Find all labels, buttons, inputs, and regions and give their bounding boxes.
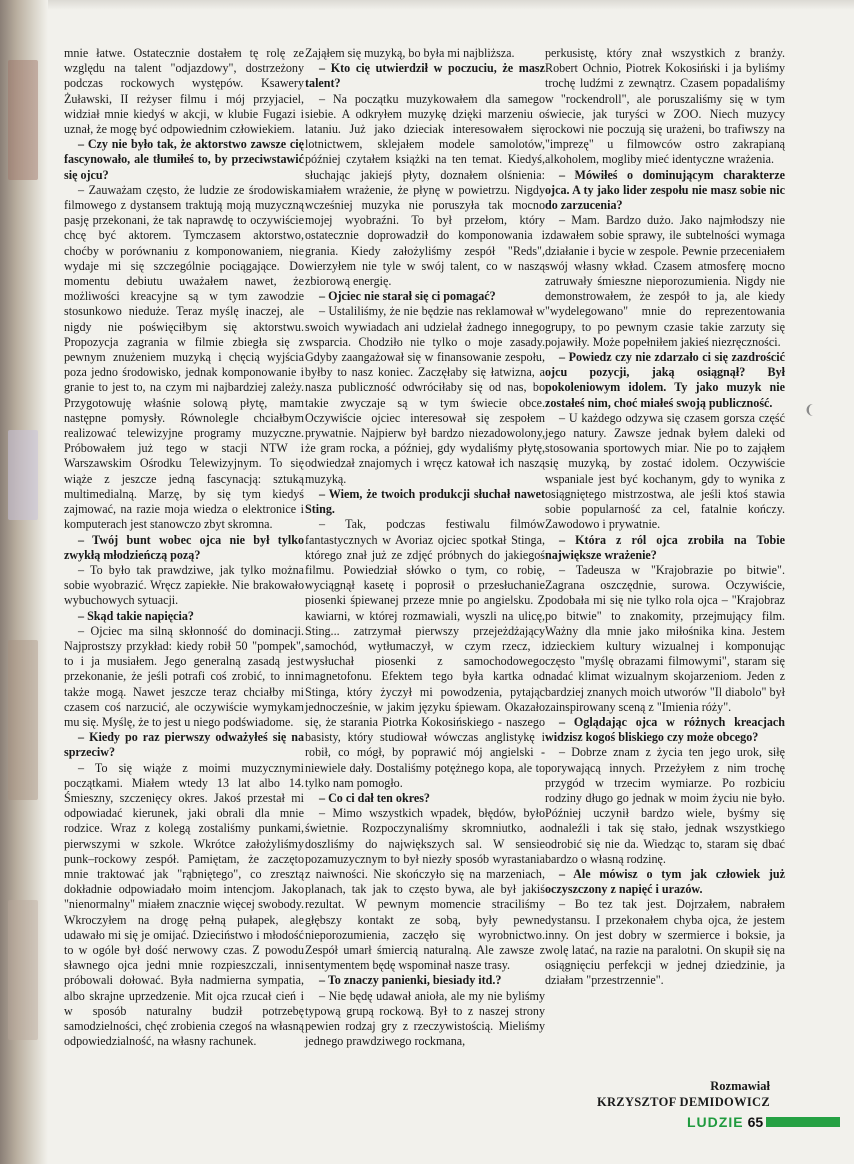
interview-question: – Twój bunt wobec ojca nie był tylko zwykłą młodzieńczą pozą? bbox=[64, 532, 304, 562]
interview-question: – Skąd takie napięcia? bbox=[78, 608, 194, 623]
interview-question: – Wiem, że twoich produkcji słuchał nawet Sting. bbox=[305, 486, 545, 517]
interview-question: – Oglądając ojca w różnych kreacjach widzisz kogoś bliskiego czy może obcego? bbox=[545, 714, 785, 745]
credit-author: KRZYSZTOF DEMIDOWICZ bbox=[596, 1095, 770, 1109]
interview-answer: – U każdego odzywa się czasem gorsza część jego natury. Zawsze jednak byłem daleki od stosowania sportowych miar. Nie po to zająłem się muzyką, by zostać idolem. Oczywiście wspaniale jest być kochanym, gdy to wynika z osiągniętego mistrzostwa, ale jeśli ktoś stawia sobie popularność za cel, fatalnie kończy. Zawodowo i prywatnie. bbox=[545, 410, 785, 532]
interview-question: – Czy nie było tak, że aktorstwo zawsze cię fascynowało, ale tłumiłeś to, by przeciwstawić się ojcu? bbox=[64, 137, 304, 182]
interview-answer: Zająłem się muzyką, bo była mi najbliższa. bbox=[305, 46, 515, 60]
spine-mark bbox=[8, 640, 38, 800]
scan-speck: ❨ bbox=[804, 402, 815, 417]
interview-question: – Co ci dał ten okres? bbox=[319, 790, 430, 805]
interview-question: – Kto cię utwierdził w poczuciu, że masz talent? bbox=[305, 61, 545, 91]
interview-answer: – Nie będę udawał anioła, ale my nie byliśmy typową grupą rockową. Był to z naszej strony pewien rodzaj gry z rzeczywistością. Mieliśmy jednego prawdziwego rockmana, bbox=[305, 988, 545, 1049]
interview-question: – Ale mówisz o tym jak człowiek już oczyszczony z napięć i urazów. bbox=[545, 866, 785, 897]
interview-answer: – Tak, podczas festiwalu filmów fantastycznych w Avoriaz ojciec spotkał Stinga, którego znał już ze zdjęć próbnych do jakiegoś filmu. Powiedział słówko o tym, co robię, wyciągnął kasetę i poprosił o przesłuchanie piosenki śpiewanej przeze mnie po angielsku. Z kawiarni, w której rozmawiali, wyszli na ulicę, Sting... zatrzymał pierwszy przejeżdżający samochód, wytłumaczył, w czym rzecz, i wysłuchał piosenki z samochodowego magnetofonu. Efektem tego była kartka od Stinga, który życzył mi powodzenia, pytając jednocześnie, w jakim języku śpiewam. Okazało się, że starania Piotrka Kokosińskiego - naszego basisty, który studiował wówczas anglistykę i robił, co mógł, by poprawić mój angielski - niewiele dały. Dostaliśmy potężnego kopa, ale to tylko nam pomogło. bbox=[305, 517, 545, 790]
interview-answer: – Mimo wszystkich wpadek, błędów, było świetnie. Rozpoczynaliśmy skromniutko, a doszliśmy do największych sal. W sensie pozamuzycznym to był niezły sposób wyrastania z naiwności. Nie skończyło się na marzeniach, planach, tak jak to często bywa, ale był jakiś rezultat. W pewnym momencie straciliśmy głębszy kontakt ze sobą, były pewne nieporozumienia, zaczęło się wyrobnictwo. Zespół umarł śmiercią naturalną. Ale zawsze z sentymentem będę wspominał nasze trasy. bbox=[305, 806, 545, 973]
interview-question: – Powiedz czy nie zdarzało ci się zazdrościć ojcu pozycji, jaką osiągnął? Był pokoleniowym idolem. Ty jako muzyk nie zostałeś nim, choć miałeś swoją publiczność. bbox=[545, 350, 785, 410]
interview-answer: perkusistę, który znał wszystkich z branży. Robert Ochnio, Piotrek Kokosiński i ja byliśmy trochę ludźmi z zewnątrz. Czasem popadaliśmy w "rockendroll", ale poruszaliśmy się w tym świecie, jak turyści w ZOO. Niech muzycy rockowi nie poczują się urażeni, bo trafiwszy na "imprezę" u filmowców ostro zakrapianą alkoholem, mogliby mieć identyczne wrażenia. bbox=[545, 46, 785, 167]
interview-question: – Która z ról ojca zrobiła na Tobie największe wrażenie? bbox=[545, 532, 785, 562]
page-number: 65 bbox=[747, 1114, 764, 1130]
interview-question: – To znaczy panienki, biesiady itd.? bbox=[319, 973, 502, 988]
interview-question: – Mówiłeś o dominującym charakterze ojca. A ty jako lider zespołu nie masz sobie nic do zarzucenia? bbox=[545, 167, 785, 213]
interview-answer: – Na początku muzykowałem dla samego siebie. A odkryłem muzykę dzięki marzeniu o lataniu. Już jako dzieciak interesowałem się lotnictwem, sklejałem modele samolotów, później czytałem książki na ten temat. Kiedyś, słuchając jakiejś płyty, doznałem olśnienia: miałem wrażenie, że płynę w powietrzu. Nigdy wcześniej muzyka nie poruszyła tak mocno mojej wyobraźni. To był przełom, który ostatecznie doprowadził do komponowania i grania. Kiedy założyliśmy zespół "Reds", wierzyłem nie tyle w swój talent, co w naszą zbiorową energię. bbox=[305, 91, 545, 289]
credit-role: Rozmawiał bbox=[710, 1079, 770, 1093]
page-footer bbox=[687, 1113, 840, 1131]
spine-mark bbox=[8, 430, 38, 520]
article-column-1 bbox=[64, 46, 304, 1049]
footer-color-bar bbox=[766, 1117, 840, 1127]
spine-mark bbox=[8, 900, 38, 1040]
spine-mark bbox=[8, 60, 38, 180]
interview-answer: – To było tak prawdziwe, jak tylko można sobie wyobrazić. Wręcz zapiekłe. Nie brakowało wybuchowych sytuacji. bbox=[64, 562, 304, 608]
interview-answer: – Bo tez tak jest. Dojrzałem, nabrałem dystansu. I przekonałem chyba ojca, że jestem inny. On jest dobry w szermierce i boksie, ja wolę latać, na razie na paralotni. On skupił się na osiągnięciu perfekcji w jednej dziedzinie, ja działam "przestrzennie". bbox=[545, 897, 785, 988]
interview-answer: – Ojciec ma silną skłonność do dominacji. Najprostszy przykład: kiedy robił 50 "pompek", to i ja musiałem. Jego generalną zasadą jest przekonanie, że jeśli potrafi coś zrobić, to inni także mogą. Nawet jeszcze teraz chciałby mi czasem coś narzucić, ale oczywiście wymykam mu się. Myślę, że to jest u niego podświadome. bbox=[64, 623, 304, 729]
interview-answer: – Dobrze znam z życia ten jego urok, siłę porywającą innych. Przeżyłem z nim trochę przygód w trzecim wymiarze. Po rozbiciu rodziny długo go jednak w moim życiu nie było. Później uczynił bardzo wiele, byśmy się odnaleźli i tak się stało, jednak wszystkiego odrobić się nie da. Wiedząc to, staram się dbać bardzo o własną rodzinę. bbox=[545, 745, 785, 866]
interview-question: – Ojciec nie starał się ci pomagać? bbox=[319, 289, 496, 304]
page-top-edge bbox=[48, 0, 854, 10]
interview-answer: – Zauważam często, że ludzie ze środowiska filmowego z dystansem traktują moją muzyczną pasję przekonani, że tak naprawdę to oczywiście chcę być aktorem. Tymczasem aktorstwo, choćby w porównaniu z komponowaniem, nie wydaje mi się szczególnie pociągające. Do momentu debiutu uważałem nawet, że możliwości kreacyjne są w tym zawodzie stosunkowo nieduże. Teraz myślę inaczej, ale nigdy nie poświęciłbym się aktorstwu. Propozycja zagrania w filmie zbiegła się z pewnym znużeniem muzyką i chęcią wyjścia poza jedno środowisko, jednak komponowanie i granie to jest to, na czym mi najbardziej zależy. Przygotowuję właśnie solową płytę, mam następne pomysły. Równolegle chciałbym realizować telewizyjne programy muzyczne. Próbowałem już tego w stacji NTW i Warszawskim Ośrodku Telewizyjnym. To się wiąże z jeszcze jedną fascynacją: sztuką multimedialną. Marzę, by się tym kiedyś zajmować, na razie moja wiedza o elektronice i komputerach jest stanowczo zbyt skromna. bbox=[64, 182, 304, 532]
interview-answer: mnie łatwe. Ostatecznie dostałem tę rolę ze względu na talent "odjazdowy", dostrzeżony podczas rockowych występów. Ksawery Żuławski, II reżyser filmu i mój przyjaciel, widział mnie kiedyś w akcji, w klubie Fugazi i uznał, że mogę być odpowiednim człowiekiem. bbox=[64, 46, 304, 137]
article-column-3 bbox=[545, 46, 785, 989]
interview-answer: – Tadeusza w "Krajobrazie po bitwie". Zagrana oszczędnie, surowa. Oczywiście, podobała mi się nie tylko rola ojca – "Krajobraz po bitwie" to znakomity, przejmujący film. Ważny dla mnie jako miłośnika kina. Jestem dzieckiem kultury wizualnej i komponując często "myślę obrazami filmowymi", staram się nadać klimat wizualnym skojarzeniom. Jeden z bardziej znanych moich utworów "Il diabolo" był zainspirowany sceną z "Imienia róży". bbox=[545, 562, 785, 714]
magazine-brand: LUDZIE bbox=[687, 1114, 744, 1130]
interview-answer: – To się wiąże z moimi muzycznymi początkami. Miałem wtedy 13 lat albo 14. Śmieszny, szczenięcy okres. Jakoś przestał mi odpowiadać kierunek, jaki obrali dla mnie rodzice. Wraz z kolegą zostaliśmy punkami, pierwszymi w szkole. Wkrótce założyliśmy punk–rockowy zespół. Pamiętam, że zaczęto mnie traktować jak "rąbniętego", co zresztą dokładnie odpowiadało moim intencjom. Jako "nienormalny" miałem znacznie więcej swobody. Wkroczyłem na drogę pełną pułapek, ale udawało mi się je omijać. Dzieciństwo i młodość to w ogóle był dość nerwowy czas. Z powodu sławnego ojca jedni mnie rozpieszczali, inni próbowali dołować. Była nadmierna sympatia, albo skrajne uprzedzenie. Mit ojca rzucał cień i w sposób naturalny budził potrzebę samodzielności, chęć zrobienia czegoś na własną odpowiedzialność, na własny rachunek. bbox=[64, 760, 304, 1049]
article-column-2 bbox=[305, 46, 545, 1049]
interview-question: – Kiedy po raz pierwszy odważyłeś się na sprzeciw? bbox=[64, 730, 304, 760]
interview-answer: – Mam. Bardzo dużo. Jako najmłodszy nie zdawałem sobie sprawy, ile subtelności wymaga działanie i bycie w zespole. Pewnie przeceniałem swój własny wkład. Czasem atmosferę mocno zatruwały śmieszne nieporozumienia. Nigdy nie demonstrowałem, że zespół to ja, ale kiedy "wydelegowano" mnie do reprezentowania grupy, to po pewnym czasie takie zarzuty się pojawiły. Może popełniłem jakieś niezręczności. bbox=[545, 213, 785, 349]
interview-credit bbox=[597, 1078, 770, 1110]
page-spine-shadow bbox=[0, 0, 48, 1164]
interview-answer: – Ustaliliśmy, że nie będzie nas reklamował w swoich wywiadach ani udzielał żadnego innego wsparcia. Chodziło nie tylko o moje zasady. Gdyby zaangażował się w finansowanie zespołu, byłby to nasz koniec. Zaczęłaby się łatwizna, a nasza publiczność odwróciłaby się od nas, bo takie zwyczaje są w tym świecie obce. Oczywiście ojciec interesował się zespołem prywatnie. Najpierw był bardzo niezadowolony, że gram rocka, a później, gdy wydaliśmy płytę, odwiedzał znajomych i wręcz katował ich naszą muzyką. bbox=[305, 304, 545, 486]
